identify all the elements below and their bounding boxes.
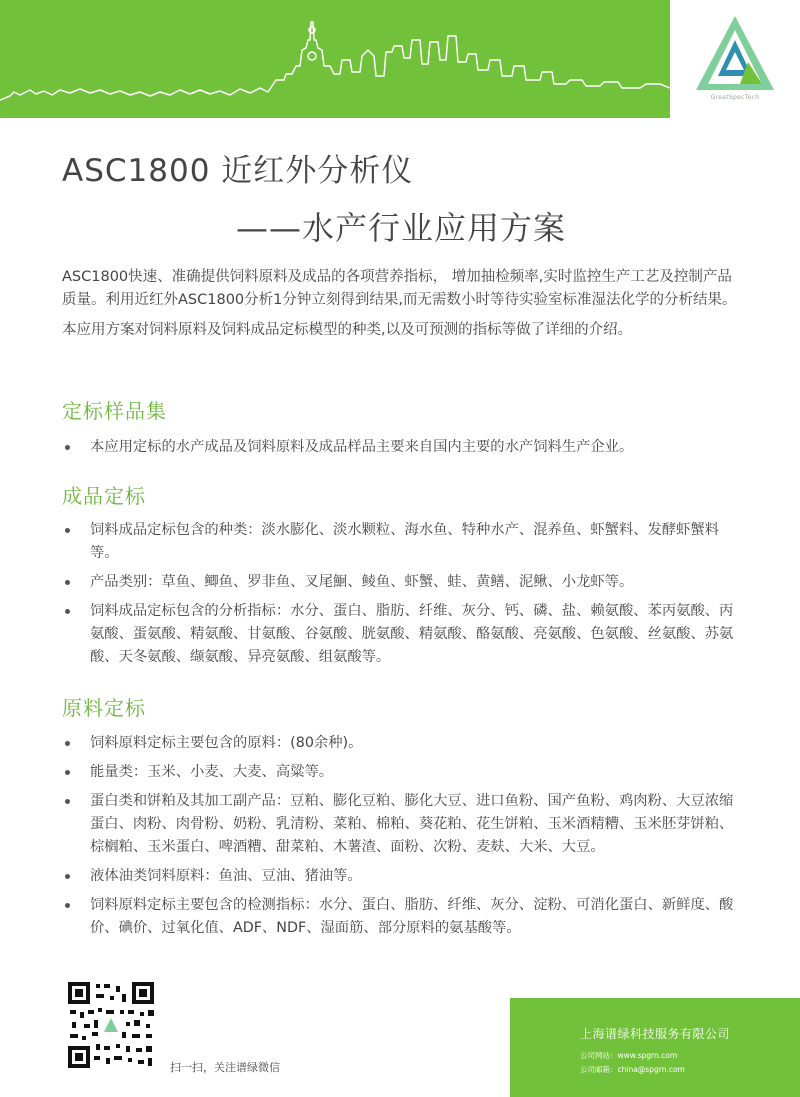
city-skyline-graphic bbox=[0, 0, 670, 118]
list-item: 蛋白类和饼粕及其加工副产品：豆粕、膨化豆粕、膨化大豆、进口鱼粉、国产鱼粉、鸡肉粉、大豆浓缩蛋白、肉粉、肉骨粉、奶粉、乳清粉、菜粕、棉粕、葵花粕、花生饼粕、玉米酒精糟、玉米胚芽饼粕、棕榈粕、玉米蛋白、啤酒糟、甜菜粕、木薯渣、面粉、次粉、麦麸、大米、大豆。 bbox=[62, 790, 742, 859]
company-logo bbox=[670, 0, 800, 118]
list-item: 饲料成品定标包含的种类：淡水膨化、淡水颗粒、海水鱼、特种水产、混养鱼、虾蟹料、发酵虾蟹料等。 bbox=[62, 519, 742, 565]
section-title-finished-product: 成品定标 bbox=[62, 484, 146, 508]
intro-paragraph-1: ASC1800快速、准确提供饲料原料及成品的各项营养指标， 增加抽检频率,实时监控生产工艺及控制产品质量。利用近红外ASC1800分析1分钟立刻得到结果,而无需数小时等待实验室标准湿法化学的分析结果。 bbox=[62, 269, 737, 308]
finished-product-list bbox=[62, 519, 742, 675]
triangle-logo-icon bbox=[688, 12, 782, 94]
company-email[interactable]: 公司邮箱：china@spgrn.com bbox=[580, 1065, 685, 1074]
section-title-calibration-samples: 定标样品集 bbox=[62, 399, 167, 423]
calibration-samples-list bbox=[62, 436, 742, 465]
list-item: 产品类别：草鱼、鲫鱼、罗非鱼、叉尾鮰、鲮鱼、虾蟹、蛙、黄鳝、泥鳅、小龙虾等。 bbox=[62, 571, 742, 594]
company-website[interactable]: 公司网站：www.spgrn.com bbox=[580, 1051, 678, 1060]
intro-paragraph-2: 本应用方案对饲料原料及饲料成品定标模型的种类,以及可预测的指标等做了详细的介绍。 bbox=[62, 322, 633, 338]
section-title-raw-material: 原料定标 bbox=[62, 696, 146, 720]
list-item: 本应用定标的水产成品及饲料原料及成品样品主要来自国内主要的水产饲料生产企业。 bbox=[62, 436, 742, 459]
logo-text: GreatSpecTech bbox=[710, 94, 760, 101]
page-title: ASC1800 近红外分析仪 bbox=[62, 153, 414, 189]
list-item: 饲料原料定标主要包含的原料：(80余种)。 bbox=[62, 732, 742, 755]
header-banner bbox=[0, 0, 800, 118]
qr-code-icon bbox=[66, 980, 156, 1070]
company-name: 上海谱绿科技服务有限公司 bbox=[580, 1027, 731, 1041]
wechat-qr-code[interactable] bbox=[66, 980, 156, 1070]
intro-text bbox=[62, 266, 742, 349]
list-item: 饲料成品定标包含的分析指标：水分、蛋白、脂肪、纤维、灰分、钙、磷、盐、赖氨酸、苯丙氨酸、丙氨酸、蛋氨酸、精氨酸、甘氨酸、谷氨酸、胱氨酸、精氨酸、酪氨酸、亮氨酸、色氨酸、丝氨酸、苏氨酸、天冬氨酸、缬氨酸、异亮氨酸、组氨酸等。 bbox=[62, 600, 742, 669]
list-item: 饲料原料定标主要包含的检测指标：水分、蛋白、脂肪、纤维、灰分、淀粉、可消化蛋白、新鲜度、酸价、碘价、过氧化值、ADF、NDF、湿面筋、部分原料的氨基酸等。 bbox=[62, 894, 742, 940]
raw-material-list bbox=[62, 732, 742, 946]
qr-caption: 扫一扫，关注谱绿微信 bbox=[170, 1061, 280, 1074]
list-item: 液体油类饲料原料：鱼油、豆油、猪油等。 bbox=[62, 865, 742, 888]
list-item: 能量类：玉米、小麦、大麦、高粱等。 bbox=[62, 761, 742, 784]
footer-band bbox=[510, 998, 800, 1097]
page-subtitle: ——水产行业应用方案 bbox=[236, 209, 567, 247]
